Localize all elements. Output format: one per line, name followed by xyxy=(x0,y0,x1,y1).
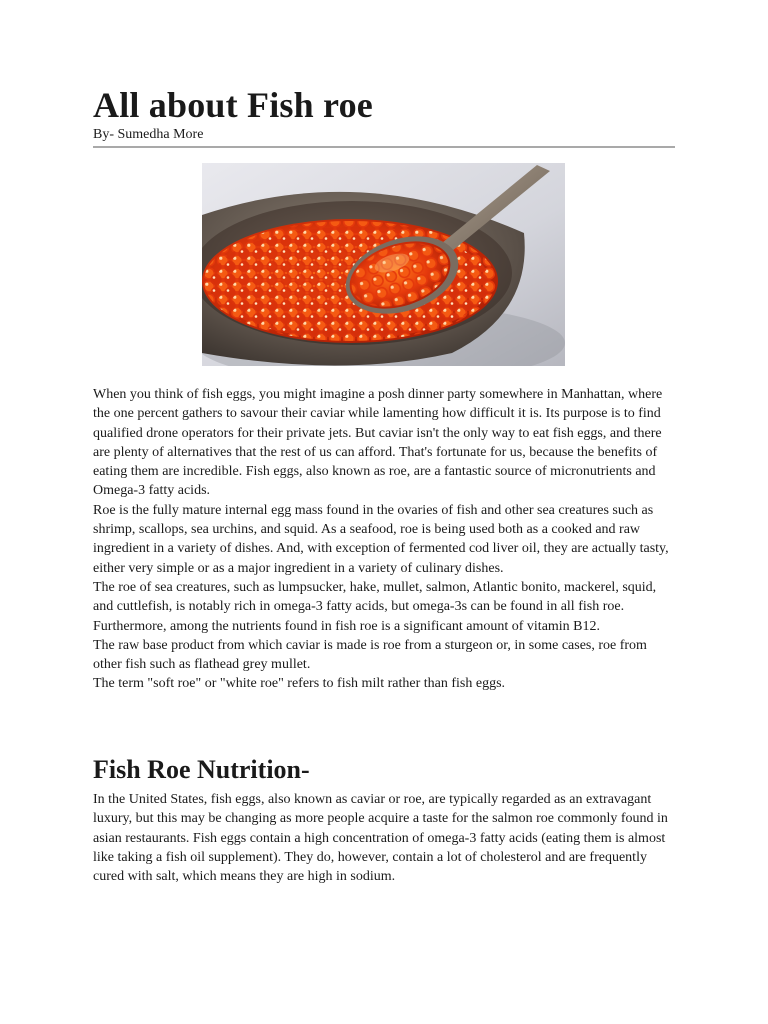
author-byline: By- Sumedha More xyxy=(93,127,204,142)
intro-paragraph: When you think of fish eggs, you might imagine a posh dinner party somewhere in Manhattan, where the one percent gathers to savour their caviar while lamenting how difficult it is. Its purpose is to find qualified drone operators for their private jets. But caviar isn't the only way to eat fish eggs, and there are plenty of alternatives that the rest of us can afford. That's fortunate for us, because the benefits of eating them are incredible. Fish eggs, also known as roe, are a fantastic source of micronutrients and Omega-3 fatty acids. xyxy=(93,387,663,499)
nutrition-section xyxy=(93,790,675,886)
intro-paragraph: The roe of sea creatures, such as lumpsucker, hake, mullet, salmon, Atlantic bonito, mackerel, squid, and cuttlefish, is notably rich in omega-3 fatty acids, but omega-3s can be found in all fish roe. Furthermore, among the nutrients found in fish roe is a significant amount of vitamin B12. xyxy=(93,579,657,634)
intro-paragraph: Roe is the fully mature internal egg mass found in the ovaries of fish and other sea creatures such as shrimp, scallops, sea urchins, and squid. As a seafood, roe is being used both as a cooked and raw ingredient in a variety of dishes. And, with exception of fermented cod liver oil, they are actually tasty, either very simple or as a major ingredient in a variety of culinary dishes. xyxy=(93,502,669,576)
title-divider xyxy=(93,146,675,148)
intro-paragraph: The raw base product from which caviar is made is roe from a sturgeon or, in some cases, roe from other fish such as flathead grey mullet. xyxy=(93,637,647,673)
nutrition-paragraph: In the United States, fish eggs, also known as caviar or roe, are typically regarded as an extravagant luxury, but this may be changing as more people acquire a taste for the salmon roe commonly found in asian restaurants. Fish eggs contain a high concentration of omega-3 fatty acids (eating them is almost like taking a fish oil supplement). They do, however, contain a lot of cholesterol and are frequently cured with salt, which means they are high in sodium. xyxy=(93,792,668,885)
document-title: All about Fish roe xyxy=(93,85,373,125)
intro-section xyxy=(93,385,675,694)
fish-roe-bowl-photo xyxy=(202,163,565,366)
intro-paragraph: The term "soft roe" or "white roe" refers to fish milt rather than fish eggs. xyxy=(93,676,506,692)
section-heading: Fish Roe Nutrition- xyxy=(93,755,310,784)
